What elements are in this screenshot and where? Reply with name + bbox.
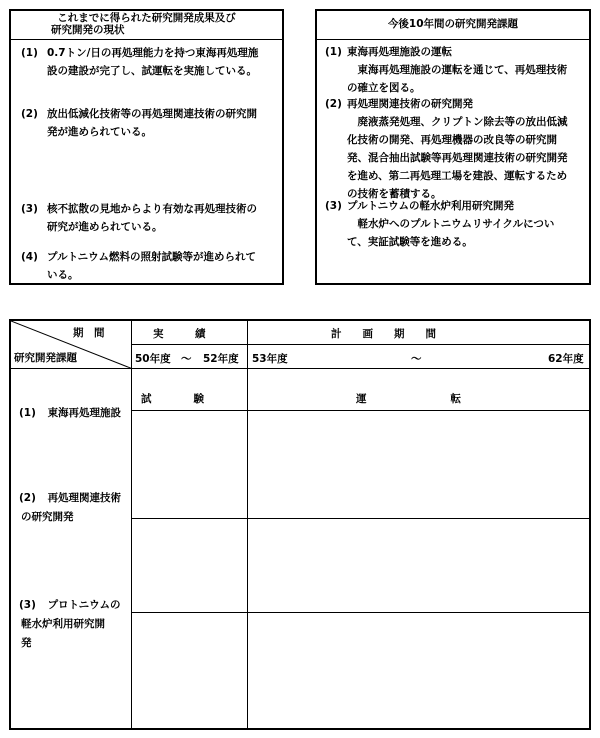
future-tasks-title: 今後10年間の研究開発課題 bbox=[387, 18, 519, 30]
item-line: 再処理関連技術の研究開発 bbox=[347, 98, 473, 110]
plan-start-year: 53年度 bbox=[252, 353, 288, 365]
plan-header: 計 画 期 間 bbox=[331, 328, 436, 340]
item-number: (1) bbox=[21, 47, 38, 59]
task-label-line1: 再処理関連技術 bbox=[47, 492, 122, 504]
task-row-2 bbox=[19, 489, 121, 527]
item-line: プルトニウム燃料の照射試験等が進められて bbox=[47, 251, 257, 263]
item-line: 研究が進められている。 bbox=[47, 221, 163, 233]
plan-end-year: 62年度 bbox=[548, 353, 584, 365]
task-label-line1: プロトニウムの bbox=[47, 599, 121, 611]
item-line: 発、混合抽出試験等再処理関連技術の研究開発 bbox=[347, 152, 568, 164]
future-tasks-title-divider bbox=[317, 39, 589, 40]
item-number: (2) bbox=[21, 108, 38, 120]
item-line: 東海再処理施設の運転 bbox=[347, 46, 452, 58]
item-number: (3) bbox=[21, 203, 38, 215]
item-line: 東海再処理施設の運転を通じて、再処理技術 bbox=[347, 64, 568, 76]
item-line: 核不拡散の見地からより有効な再処理技術の bbox=[47, 203, 257, 215]
item-number: (2) bbox=[325, 98, 342, 110]
future-tasks-box bbox=[315, 9, 591, 285]
current-status-box bbox=[9, 9, 284, 285]
row-divider-2 bbox=[131, 612, 589, 613]
bar-row-divider bbox=[131, 410, 589, 411]
item-line: 設の建設が完了し、試運転を実施している。 bbox=[47, 65, 257, 77]
row-divider-1 bbox=[131, 518, 589, 519]
task-label: 東海再処理施設 bbox=[47, 407, 122, 419]
plan-tilde: ～ bbox=[411, 353, 422, 365]
actual-end-year: 52年度 bbox=[203, 353, 239, 365]
corner-period-label: 期 間 bbox=[73, 327, 105, 339]
task-row-3 bbox=[19, 596, 121, 653]
task-number: (1) bbox=[19, 407, 36, 419]
item-number: (3) bbox=[325, 200, 342, 212]
item-line: の技術を蓄積する。 bbox=[347, 188, 442, 200]
item-line: いる。 bbox=[47, 269, 79, 281]
header-row-divider bbox=[131, 344, 589, 345]
item-line: 廃液蒸発処理、クリプトン除去等の放出低減 bbox=[347, 116, 568, 128]
bar-operation-label: 運 転 bbox=[356, 393, 461, 405]
actual-tilde: ～ bbox=[181, 353, 192, 365]
current-status-title-line1: これまでに得られた研究開発成果及び bbox=[57, 12, 236, 24]
task-number: (3) bbox=[19, 599, 36, 611]
item-line: て、実証試験等を進める。 bbox=[347, 236, 473, 248]
item-number: (4) bbox=[21, 251, 38, 263]
current-status-item-3 bbox=[21, 200, 279, 240]
task-label-line2: の研究開発 bbox=[21, 511, 74, 523]
actual-header: 実 績 bbox=[153, 328, 206, 340]
item-line: 軽水炉へのプルトニウムリサイクルについ bbox=[347, 218, 555, 230]
current-status-item-4 bbox=[21, 248, 279, 288]
current-status-item-2 bbox=[21, 105, 279, 145]
current-status-item-1 bbox=[21, 44, 279, 84]
task-label-line2: 軽水炉利用研究開 bbox=[21, 618, 105, 630]
item-line: 0.7トン/日の再処理能力を持つ東海再処理施 bbox=[47, 47, 259, 59]
current-status-title-divider bbox=[11, 39, 282, 40]
item-line: 化技術の開発、再処理機器の改良等の研究開 bbox=[347, 134, 557, 146]
current-status-title-line2: 研究開発の現状 bbox=[51, 24, 125, 36]
col-divider-1 bbox=[131, 321, 132, 728]
item-line: プルトニウムの軽水炉利用研究開発 bbox=[347, 200, 515, 212]
task-label-line3: 発 bbox=[21, 637, 32, 649]
item-line: を進め、第二再処理工場を建設、運転するため bbox=[347, 170, 568, 182]
task-number: (2) bbox=[19, 492, 36, 504]
task-row-1 bbox=[19, 404, 121, 423]
bar-test-label: 試 験 bbox=[141, 393, 204, 405]
header-bottom-border bbox=[11, 368, 589, 369]
col-divider-2 bbox=[247, 321, 248, 728]
corner-task-label: 研究開発課題 bbox=[14, 352, 77, 364]
item-line: 発が進められている。 bbox=[47, 126, 152, 138]
item-line: の確立を図る。 bbox=[347, 82, 421, 94]
actual-start-year: 50年度 bbox=[135, 353, 171, 365]
item-number: (1) bbox=[325, 46, 342, 58]
item-line: 放出低減化技術等の再処理関連技術の研究開 bbox=[47, 108, 257, 120]
schedule-table bbox=[9, 319, 591, 730]
